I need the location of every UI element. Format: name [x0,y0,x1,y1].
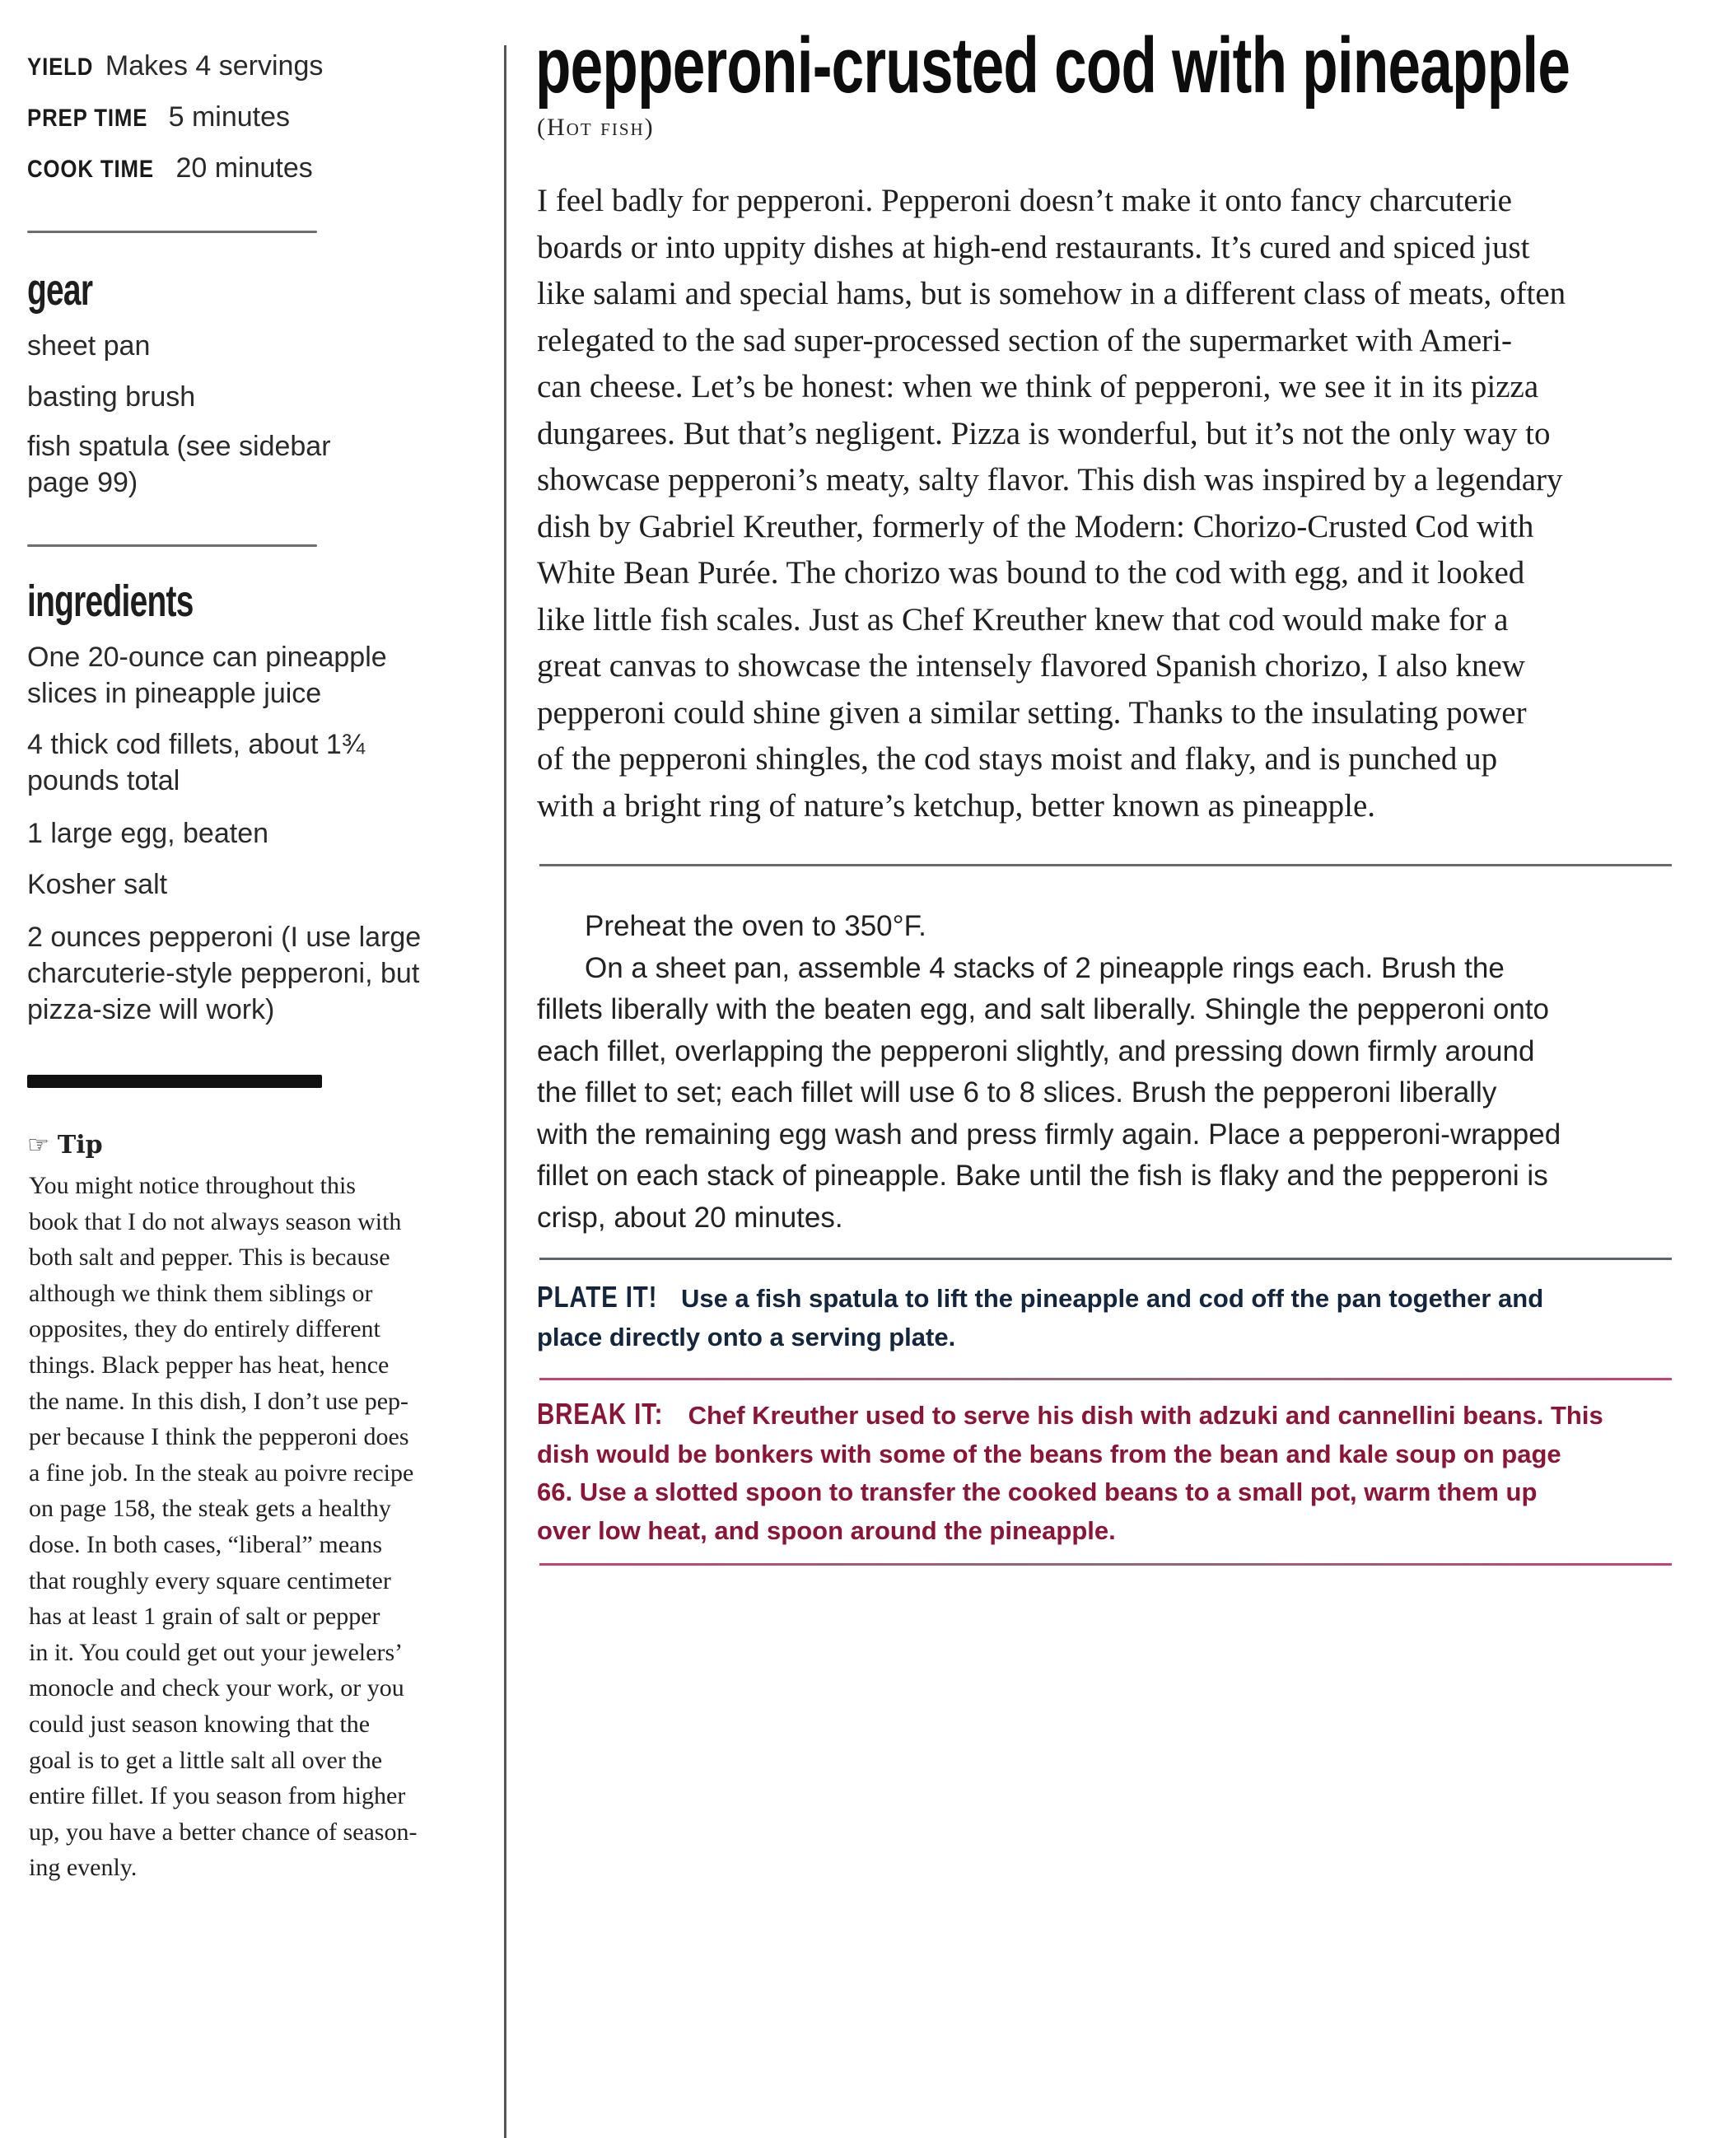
prep-time-label: PREP TIME [27,105,148,132]
tip-line: dose. In both cases, “liberal” means [29,1530,383,1558]
ingredients-heading: ingredients [27,577,194,626]
tip-line: although we think them siblings or [29,1279,373,1307]
column-divider [504,45,506,2138]
prep-time-value: 5 minutes [168,101,291,133]
ingredient-item: Kosher salt [27,869,168,900]
gear-item: basting brush [27,381,196,413]
intro-divider [539,864,1672,866]
cook-time-label: COOK TIME [27,156,154,183]
break-it-divider [539,1563,1672,1566]
intro-line: like salami and special hams, but is somehow in a different class of meats, often [537,276,1566,311]
tip-line: a fine job. In the steak au poivre recipe [29,1459,414,1487]
tip-line: goal is to get a little salt all over the [29,1746,383,1774]
tip-title: Tip [57,1131,103,1160]
method-line: each fillet, overlapping the pepperoni slightly, and pressing down firmly around [537,1034,1535,1067]
tip-line: on page 158, the steak gets a healthy [29,1495,391,1523]
intro-line: like little fish scales. Just as Chef Kreuther knew that cod would make for a [537,601,1509,637]
intro-line: great canvas to showcase the intensely flavored Spanish chorizo, I also knew [537,648,1525,684]
pointing-hand-icon: ☞ [27,1131,49,1160]
break-it-text: 66. Use a slotted spoon to transfer the cooked beans to a small pot, warm them up [537,1477,1538,1506]
sidebar-divider [27,231,317,233]
method-line: crisp, about 20 minutes. [537,1201,843,1234]
intro-line: with a bright ring of nature’s ketchup, better known as pineapple. [537,787,1376,824]
recipe-subtitle: (Hot fish) [537,114,655,141]
yield-label: YIELD [27,54,94,81]
tip-heading [27,1131,103,1160]
plate-it-divider [539,1378,1672,1380]
tip-line: things. Black pepper has heat, hence [29,1351,390,1379]
intro-line: boards or into uppity dishes at high-end restaurants. It’s cured and spiced just [537,229,1530,265]
tip-line: You might notice throughout this [29,1172,356,1199]
tip-line: the name. In this dish, I don’t use pep- [29,1387,409,1415]
method-line: with the remaining egg wash and press firmly again. Place a pepperoni-wrapped [537,1118,1561,1151]
tip-divider [27,1075,322,1088]
break-it-label: BREAK IT: [537,1397,664,1431]
ingredient-item: 1 large egg, beaten [27,818,269,849]
plate-it-callout [537,1278,1682,1356]
intro-line: of the pepperoni shingles, the cod stays moist and flaky, and is punched up [537,741,1498,777]
tip-line: book that I do not always season with [29,1207,402,1235]
yield-value: Makes 4 servings [105,50,324,82]
tip-body [29,1168,474,1886]
method-line: On a sheet pan, assemble 4 stacks of 2 pineapple rings each. Brush the [585,951,1505,984]
method-line: the fillet to set; each fillet will use 6 to 8 slices. Brush the pepperoni liberally [537,1076,1497,1109]
method-line: Preheat the oven to 350°F. [585,910,926,942]
cook-time-value: 20 minutes [175,152,313,184]
recipe-title: pepperoni-crusted cod with pineapple [535,21,1570,110]
ingredient-item: 2 ounces pepperoni (I use large charcuterie-style pepperoni, but pizza-size will work) [27,922,422,1025]
gear-item: fish spatula (see sidebar page 99) [27,431,331,498]
break-it-text: over low heat, and spoon around the pineapple. [537,1515,1116,1545]
intro-line: dish by Gabriel Kreuther, formerly of the Modern: Chorizo-Crusted Cod with [537,508,1534,544]
break-it-text: dish would be bonkers with some of the beans from the bean and kale soup on page [537,1439,1561,1468]
tip-line: has at least 1 grain of salt or pepper [29,1603,380,1631]
tip-line: up, you have a better chance of season- [29,1818,418,1846]
ingredient-item: 4 thick cod fillets, about 1¾ pounds total [27,729,366,796]
tip-line: entire fillet. If you season from higher [29,1782,406,1810]
intro-line: showcase pepperoni’s meaty, salty flavor. This dish was inspired by a legendary [537,462,1563,497]
intro-line: relegated to the sad super-processed section of the supermarket with Ameri- [537,322,1512,358]
intro-line: I feel badly for pepperoni. Pepperoni doesn’t make it onto fancy charcuterie [537,183,1512,218]
tip-line: per because I think the pepperoni does [29,1423,409,1451]
method-steps [537,906,1682,1239]
intro-paragraph [537,178,1673,829]
intro-line: dungarees. But that’s negligent. Pizza is wonderful, but it’s not the only way to [537,415,1551,451]
tip-line: both salt and pepper. This is because [29,1244,390,1272]
method-line: fillet on each stack of pineapple. Bake until the fish is flaky and the pepperoni is [537,1160,1548,1192]
gear-item: sheet pan [27,330,151,362]
break-it-text: Chef Kreuther used to serve his dish with adzuki and cannellini beans. This [688,1401,1603,1430]
prep-time-row [27,100,290,135]
intro-line: pepperoni could shine given a similar setting. Thanks to the insulating power [537,694,1527,731]
cook-time-row [27,152,313,186]
intro-line: White Bean Purée. The chorizo was bound to the cod with egg, and it looked [537,555,1525,591]
gear-heading: gear [27,265,93,315]
intro-line: can cheese. Let’s be honest: when we think of pepperoni, we see it in its pizza [537,369,1539,404]
sidebar-divider [27,544,317,547]
tip-line: ing evenly. [29,1854,138,1882]
plate-it-text: Use a fish spatula to lift the pineapple and cod off the pan together and [680,1284,1544,1313]
tip-line: in it. You could get out your jewelers’ [29,1638,404,1666]
tip-line: that roughly every square centimeter [29,1566,391,1594]
tip-line: monocle and check your work, or you [29,1674,404,1702]
yield-row [27,49,323,84]
method-divider [539,1258,1672,1260]
tip-line: could just season knowing that the [29,1710,371,1738]
ingredient-item: One 20-ounce can pineapple slices in pineapple juice [27,642,387,709]
method-line: fillets liberally with the beaten egg, and salt liberally. Shingle the pepperoni onto [537,993,1550,1025]
break-it-callout [537,1395,1682,1550]
plate-it-label: PLATE IT! [537,1280,658,1314]
plate-it-text: place directly onto a serving plate. [537,1322,956,1351]
tip-line: opposites, they do entirely different [29,1315,380,1343]
